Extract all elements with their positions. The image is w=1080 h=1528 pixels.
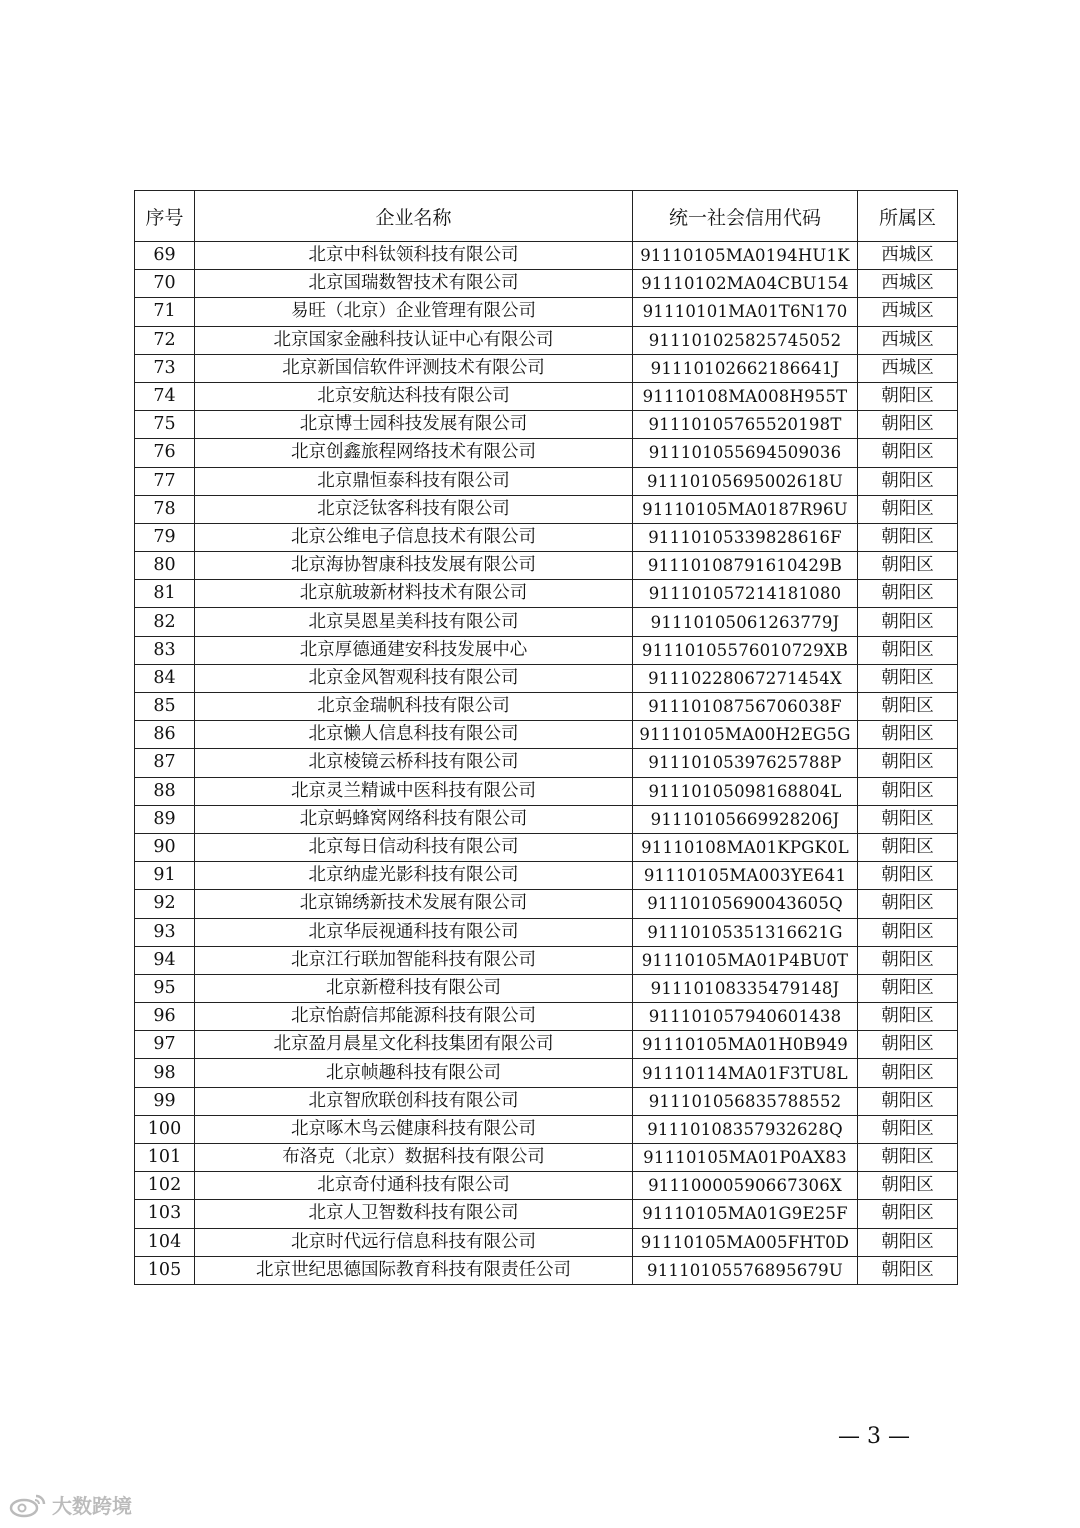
row-index: 77: [135, 467, 195, 495]
credit-code: 91110105351316621G: [633, 918, 858, 946]
district: 朝阳区: [858, 721, 958, 749]
credit-code: 91110108MA01KPGK0L: [633, 833, 858, 861]
row-index: 70: [135, 270, 195, 298]
district: 朝阳区: [858, 1059, 958, 1087]
row-index: 81: [135, 580, 195, 608]
district: 朝阳区: [858, 467, 958, 495]
district: 朝阳区: [858, 1144, 958, 1172]
row-index: 76: [135, 439, 195, 467]
credit-code: 91110105MA0194HU1K: [633, 242, 858, 270]
district: 朝阳区: [858, 636, 958, 664]
company-name: 北京鼎恒泰科技有限公司: [195, 467, 633, 495]
company-name: 北京棱镜云桥科技有限公司: [195, 749, 633, 777]
company-name: 北京新国信软件评测技术有限公司: [195, 354, 633, 382]
table-row: [135, 1115, 958, 1143]
company-name: 北京奇付通科技有限公司: [195, 1172, 633, 1200]
district: 西城区: [858, 270, 958, 298]
district: 朝阳区: [858, 439, 958, 467]
table-row: [135, 777, 958, 805]
credit-code: 91110114MA01F3TU8L: [633, 1059, 858, 1087]
table-row: [135, 411, 958, 439]
credit-code: 91110108756706038F: [633, 693, 858, 721]
company-name: 北京金风智观科技有限公司: [195, 664, 633, 692]
row-index: 86: [135, 721, 195, 749]
district: 朝阳区: [858, 552, 958, 580]
table-row: [135, 974, 958, 1002]
row-index: 87: [135, 749, 195, 777]
row-index: 101: [135, 1144, 195, 1172]
district: 朝阳区: [858, 1087, 958, 1115]
table-row: [135, 552, 958, 580]
row-index: 75: [135, 411, 195, 439]
row-index: 73: [135, 354, 195, 382]
table-row: [135, 946, 958, 974]
district: 朝阳区: [858, 890, 958, 918]
table-row: [135, 862, 958, 890]
table-header-row: [135, 191, 958, 242]
row-index: 95: [135, 974, 195, 1002]
row-index: 92: [135, 890, 195, 918]
table-row: [135, 1087, 958, 1115]
district: 朝阳区: [858, 805, 958, 833]
weibo-logo-icon: [8, 1492, 48, 1518]
credit-code: 91110105576895679U: [633, 1256, 858, 1284]
credit-code: 91110105MA01P4BU0T: [633, 946, 858, 974]
credit-code: 911101057940601438: [633, 1003, 858, 1031]
company-name: 易旺（北京）企业管理有限公司: [195, 298, 633, 326]
row-index: 72: [135, 326, 195, 354]
table-row: [135, 1200, 958, 1228]
credit-code: 91110105MA003YE641: [633, 862, 858, 890]
row-index: 82: [135, 608, 195, 636]
company-list-table: [134, 190, 958, 1285]
header-index: 序号: [135, 191, 195, 242]
table-row: [135, 805, 958, 833]
row-index: 98: [135, 1059, 195, 1087]
credit-code: 91110108791610429B: [633, 552, 858, 580]
table-row: [135, 523, 958, 551]
row-index: 94: [135, 946, 195, 974]
company-name: 北京怡蔚信邦能源科技有限公司: [195, 1003, 633, 1031]
company-name: 北京时代远行信息科技有限公司: [195, 1228, 633, 1256]
row-index: 102: [135, 1172, 195, 1200]
district: 朝阳区: [858, 918, 958, 946]
district: 朝阳区: [858, 1228, 958, 1256]
district: 朝阳区: [858, 862, 958, 890]
row-index: 78: [135, 495, 195, 523]
company-name: 北京纳虚光影科技有限公司: [195, 862, 633, 890]
credit-code: 91110102662186641J: [633, 354, 858, 382]
table-row: [135, 1228, 958, 1256]
watermark: [8, 1490, 132, 1519]
table-row: [135, 495, 958, 523]
district: 朝阳区: [858, 693, 958, 721]
district: 朝阳区: [858, 580, 958, 608]
company-name: 北京厚德通建安科技发展中心: [195, 636, 633, 664]
credit-code: 91110105339828616F: [633, 523, 858, 551]
district: 朝阳区: [858, 1200, 958, 1228]
table-row: [135, 833, 958, 861]
company-name: 北京海协智康科技发展有限公司: [195, 552, 633, 580]
row-index: 84: [135, 664, 195, 692]
row-index: 90: [135, 833, 195, 861]
district: 西城区: [858, 242, 958, 270]
table-row: [135, 467, 958, 495]
credit-code: 91110105MA01H0B949: [633, 1031, 858, 1059]
district: 朝阳区: [858, 411, 958, 439]
credit-code: 91110105MA01G9E25F: [633, 1200, 858, 1228]
row-index: 99: [135, 1087, 195, 1115]
table-row: [135, 354, 958, 382]
table-row: [135, 918, 958, 946]
district: 朝阳区: [858, 1256, 958, 1284]
company-name: 北京啄木鸟云健康科技有限公司: [195, 1115, 633, 1143]
credit-code: 911101057214181080: [633, 580, 858, 608]
row-index: 91: [135, 862, 195, 890]
row-index: 97: [135, 1031, 195, 1059]
table-row: [135, 298, 958, 326]
row-index: 93: [135, 918, 195, 946]
company-name: 北京公维电子信息技术有限公司: [195, 523, 633, 551]
row-index: 80: [135, 552, 195, 580]
company-name: 北京帧趣科技有限公司: [195, 1059, 633, 1087]
district: 朝阳区: [858, 664, 958, 692]
company-name: 北京航玻新材料技术有限公司: [195, 580, 633, 608]
district: 西城区: [858, 354, 958, 382]
credit-code: 91110105765520198T: [633, 411, 858, 439]
district: 朝阳区: [858, 1115, 958, 1143]
row-index: 71: [135, 298, 195, 326]
company-name: 北京灵兰精诚中医科技有限公司: [195, 777, 633, 805]
credit-code: 91110108357932628Q: [633, 1115, 858, 1143]
table-row: [135, 636, 958, 664]
company-name: 北京蚂蜂窝网络科技有限公司: [195, 805, 633, 833]
table-row: [135, 270, 958, 298]
row-index: 103: [135, 1200, 195, 1228]
row-index: 96: [135, 1003, 195, 1031]
district: 朝阳区: [858, 974, 958, 1002]
district: 朝阳区: [858, 833, 958, 861]
company-name: 北京金瑞帆科技有限公司: [195, 693, 633, 721]
credit-code: 91110105576010729XB: [633, 636, 858, 664]
header-credit-code: 统一社会信用代码: [633, 191, 858, 242]
company-name: 北京博士园科技发展有限公司: [195, 411, 633, 439]
credit-code: 91110105MA01P0AX83: [633, 1144, 858, 1172]
table-row: [135, 1031, 958, 1059]
company-name: 北京江行联加智能科技有限公司: [195, 946, 633, 974]
district: 朝阳区: [858, 1003, 958, 1031]
district: 西城区: [858, 298, 958, 326]
table-row: [135, 1144, 958, 1172]
company-name: 北京昊恩星美科技有限公司: [195, 608, 633, 636]
company-name: 北京国家金融科技认证中心有限公司: [195, 326, 633, 354]
credit-code: 911101025825745052: [633, 326, 858, 354]
company-name: 北京华辰视通科技有限公司: [195, 918, 633, 946]
company-name: 北京人卫智数科技有限公司: [195, 1200, 633, 1228]
credit-code: 91110105690043605Q: [633, 890, 858, 918]
table-row: [135, 326, 958, 354]
table-row: [135, 749, 958, 777]
company-name: 布洛克（北京）数据科技有限公司: [195, 1144, 633, 1172]
company-name: 北京新橙科技有限公司: [195, 974, 633, 1002]
district: 朝阳区: [858, 495, 958, 523]
company-name: 北京锦绣新技术发展有限公司: [195, 890, 633, 918]
district: 朝阳区: [858, 777, 958, 805]
credit-code: 91110105061263779J: [633, 608, 858, 636]
credit-code: 91110000590667306X: [633, 1172, 858, 1200]
credit-code: 91110102MA04CBU154: [633, 270, 858, 298]
row-index: 100: [135, 1115, 195, 1143]
table-row: [135, 580, 958, 608]
company-name: 北京泛钛客科技有限公司: [195, 495, 633, 523]
row-index: 89: [135, 805, 195, 833]
company-name: 北京世纪思德国际教育科技有限责任公司: [195, 1256, 633, 1284]
company-name: 北京懒人信息科技有限公司: [195, 721, 633, 749]
table-row: [135, 382, 958, 410]
table-row: [135, 890, 958, 918]
company-name: 北京每日信动科技有限公司: [195, 833, 633, 861]
credit-code: 91110108335479148J: [633, 974, 858, 1002]
table-row: [135, 1003, 958, 1031]
header-district: 所属区: [858, 191, 958, 242]
row-index: 79: [135, 523, 195, 551]
row-index: 85: [135, 693, 195, 721]
table-row: [135, 439, 958, 467]
credit-code: 911101056835788552: [633, 1087, 858, 1115]
district: 朝阳区: [858, 749, 958, 777]
credit-code: 91110105MA005FHT0D: [633, 1228, 858, 1256]
row-index: 69: [135, 242, 195, 270]
company-name: 北京国瑞数智技术有限公司: [195, 270, 633, 298]
district: 朝阳区: [858, 382, 958, 410]
table-row: [135, 693, 958, 721]
company-name: 北京安航达科技有限公司: [195, 382, 633, 410]
row-index: 74: [135, 382, 195, 410]
credit-code: 911101055694509036: [633, 439, 858, 467]
district: 朝阳区: [858, 1031, 958, 1059]
table-row: [135, 664, 958, 692]
row-index: 88: [135, 777, 195, 805]
credit-code: 91110108MA008H955T: [633, 382, 858, 410]
company-name: 北京中科钛领科技有限公司: [195, 242, 633, 270]
table-row: [135, 1059, 958, 1087]
table-row: [135, 1172, 958, 1200]
watermark-text: 大数跨境: [52, 1494, 132, 1518]
credit-code: 91110228067271454X: [633, 664, 858, 692]
credit-code: 91110105MA0187R96U: [633, 495, 858, 523]
district: 朝阳区: [858, 946, 958, 974]
company-name: 北京创鑫旅程网络技术有限公司: [195, 439, 633, 467]
district: 朝阳区: [858, 523, 958, 551]
district: 朝阳区: [858, 1172, 958, 1200]
credit-code: 91110105MA00H2EG5G: [633, 721, 858, 749]
header-company-name: 企业名称: [195, 191, 633, 242]
table-row: [135, 1256, 958, 1284]
row-index: 105: [135, 1256, 195, 1284]
credit-code: 91110101MA01T6N170: [633, 298, 858, 326]
credit-code: 91110105098168804L: [633, 777, 858, 805]
table-row: [135, 242, 958, 270]
page-number: — 3 —: [838, 1424, 910, 1449]
company-name: 北京智欣联创科技有限公司: [195, 1087, 633, 1115]
row-index: 83: [135, 636, 195, 664]
table-row: [135, 721, 958, 749]
table-row: [135, 608, 958, 636]
credit-code: 91110105397625788P: [633, 749, 858, 777]
district: 朝阳区: [858, 608, 958, 636]
district: 西城区: [858, 326, 958, 354]
credit-code: 91110105695002618U: [633, 467, 858, 495]
company-name: 北京盈月晨星文化科技集团有限公司: [195, 1031, 633, 1059]
credit-code: 91110105669928206J: [633, 805, 858, 833]
row-index: 104: [135, 1228, 195, 1256]
